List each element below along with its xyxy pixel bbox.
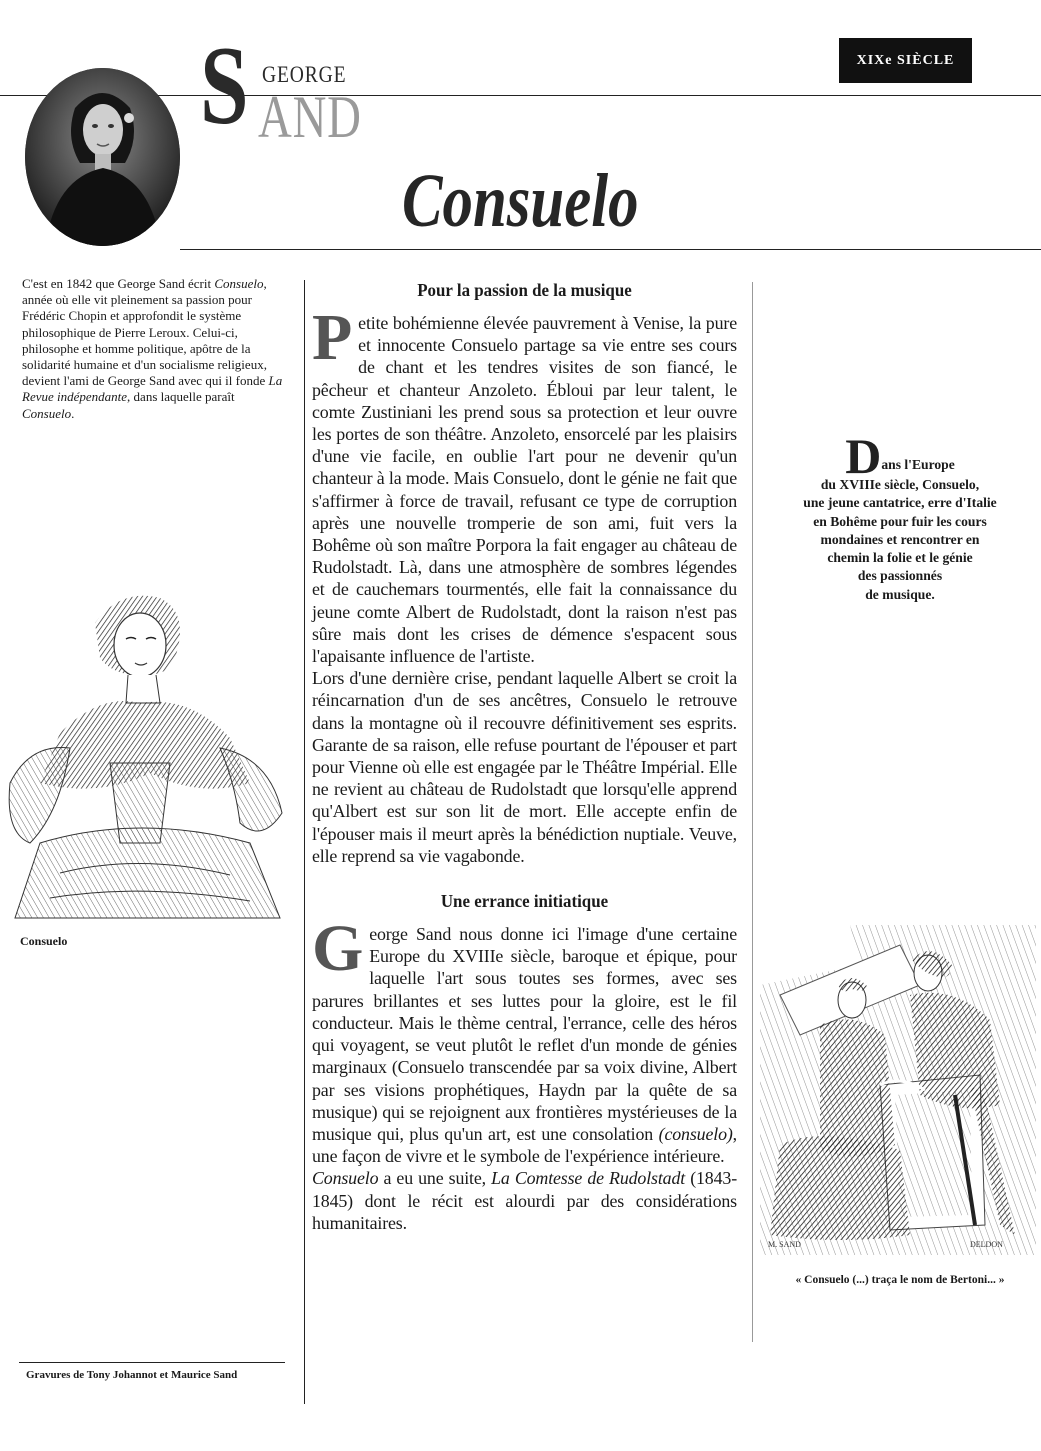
- intro-part: , année où elle vit pleinement sa passion pour Frédéric Chopin et approfondit le système philosophique de Pierre Leroux. Celui-ci, philosophe et homme politique, apôtre de la solidarité humaine et d'un socialisme religieux, devient l'ami de George Sand avec qui il fonde: [22, 276, 269, 389]
- column-separator-right: [752, 282, 753, 1342]
- pull-quote-line: de musique.: [865, 586, 935, 602]
- pull-quote-line: ans l'Europe: [881, 457, 955, 472]
- section2-italic-title: Consuelo: [312, 1168, 379, 1189]
- drop-cap-p: P: [312, 301, 353, 374]
- section2-italic-consuelo: (consuelo): [658, 1123, 733, 1144]
- header-rule-bottom: [180, 249, 1041, 250]
- main-article: [312, 280, 737, 1234]
- section2-p1-end: , une façon de vivre et le symbole de l'expérience intérieure.: [312, 1123, 737, 1167]
- intro-part: , dans laquelle paraît: [127, 389, 235, 405]
- section-heading-errance: Une errance initiatique: [440, 891, 609, 912]
- caption-couple-engraving: « Consuelo (...) traça le nom de Bertoni... »: [795, 1274, 1005, 1286]
- section2-p1-text: eorge Sand nous donne ici l'image d'une certaine Europe du XVIIIe siècle, baroque et épique, pour laquelle l'art sous toutes ses formes, avec ses parures brillantes et ses luttes pour la gloire, est le fil conducteur. Mais le thème central, l'errance, celle des héros qui voyagent, se veut plutôt le reflet d'un monde de génies marginaux (Consuelo transcendée par sa voix divine, Albert par ses visions prophétiques, Haydn par la quête de sa musique) qui se rejoignent aux frontières mystérieuses de la musique qui, plus qu'un art, est une consolation: [312, 924, 737, 1144]
- pull-quote-line: chemin la folie et le génie: [827, 550, 973, 566]
- section2-p2-end: (1843-1845) dont le récit est alourdi par des considérations humanitaires.: [312, 1168, 737, 1233]
- intro-italic-journal: La Revue indépendante: [22, 373, 283, 405]
- section1-paragraph-1: [312, 301, 737, 667]
- caption-woman-engraving: Consuelo: [20, 934, 68, 948]
- pull-quote-line: en Bohême pour fuir les cours: [813, 513, 987, 529]
- section1-paragraph-2: Lors d'une dernière crise, pendant laquelle Albert se croit la réincarnation d'un de ses ancêtres, Consuelo le retrouve dans la montagne où il recouvre définitivement ses esprits. Garante de sa raison, elle refuse pourtant de l'épouser et part pour Vienne où elle est engagée par le Théâtre Impérial. Elle ne revient au château de Rudolstadt que lorsqu'elle apprend qu'Albert est sur son lit de mort. Elle accepte enfin de l'épouser mais il meurt après la bénédiction nuptiale. Veuve, elle reprend sa vie vagabonde.: [312, 668, 737, 866]
- drop-cap-g: G: [312, 912, 364, 986]
- section2-p2-text: a eu une suite,: [378, 1168, 492, 1189]
- author-portrait: [25, 68, 180, 246]
- pull-quote-line: des passionnés: [857, 568, 943, 584]
- intro-italic-title: Consuelo: [22, 405, 72, 421]
- column-separator-left: [304, 280, 305, 1404]
- section1-p1-text: etite bohémienne élevée pauvrement à Venise, la pure et innocente Consuelo partage sa vie entre ses cours de chant et les tendres visites de son fiancé, le pêcheur et chanteur Anzoleto. Ébloui par leur talent, le comte Zustiniani les prend sous sa protection et leur ouvre les portes de son théâtre. Anzoleto, ensorcelé par les plaisirs d'une vie facile, en oublie l'art pour ne devenir qu'un chanteur à la mode. Mais Consuelo, dont le génie ne fait que s'affirmer à force de travail, refusant ce type de corruption après une nouvelle tromperie de son ami, fuit vers la Bohême où son maître Porpora la fait engager au château de Rudolstadt. Là, dans une atmosphère de sombres légendes et de cauchemars tourmentés, elle fait la connaissance du jeune comte Albert de Rudolstadt, dont la raison n'est pas sûre mais dont les crises de démence s'espacent sous l'apaisante influence de l'artiste.: [312, 313, 737, 667]
- pull-quote-drop-cap: D: [845, 428, 882, 484]
- intro-part: .: [71, 405, 75, 421]
- intro-part: C'est en 1842 que George Sand écrit: [22, 276, 215, 291]
- page-title: Consuelo: [402, 159, 639, 243]
- author-last-name-rest: AND: [258, 84, 362, 150]
- intro-text: [22, 276, 284, 422]
- author-first-name: GEORGE: [262, 62, 347, 87]
- intro-italic-title: Consuelo: [214, 276, 264, 291]
- engraving-credit: Gravures de Tony Johannot et Maurice Sand: [26, 1369, 238, 1381]
- section2-italic-sequel: La Comtesse de Rudolstadt: [491, 1168, 686, 1189]
- section-heading-passion: Pour la passion de la musique: [417, 280, 632, 300]
- woman-engraving: [0, 583, 292, 923]
- pull-quote: [770, 428, 1030, 604]
- pull-quote-line: une jeune cantatrice, erre d'Italie: [803, 495, 997, 511]
- author-initial: S: [200, 24, 246, 148]
- engraving-signature-right: DELDON: [970, 1240, 1003, 1249]
- engraving-signature-left: M. SAND: [768, 1240, 801, 1249]
- pull-quote-line: du XVIIIe siècle, Consuelo,: [820, 477, 980, 492]
- section2-paragraph-1: [312, 912, 737, 1167]
- credit-rule: [19, 1362, 285, 1363]
- section2-paragraph-2: [312, 1167, 737, 1234]
- pull-quote-line: mondaines et rencontrer en: [820, 531, 980, 547]
- couple-engraving: [760, 925, 1036, 1265]
- century-badge: XIXe SIÈCLE: [839, 38, 972, 83]
